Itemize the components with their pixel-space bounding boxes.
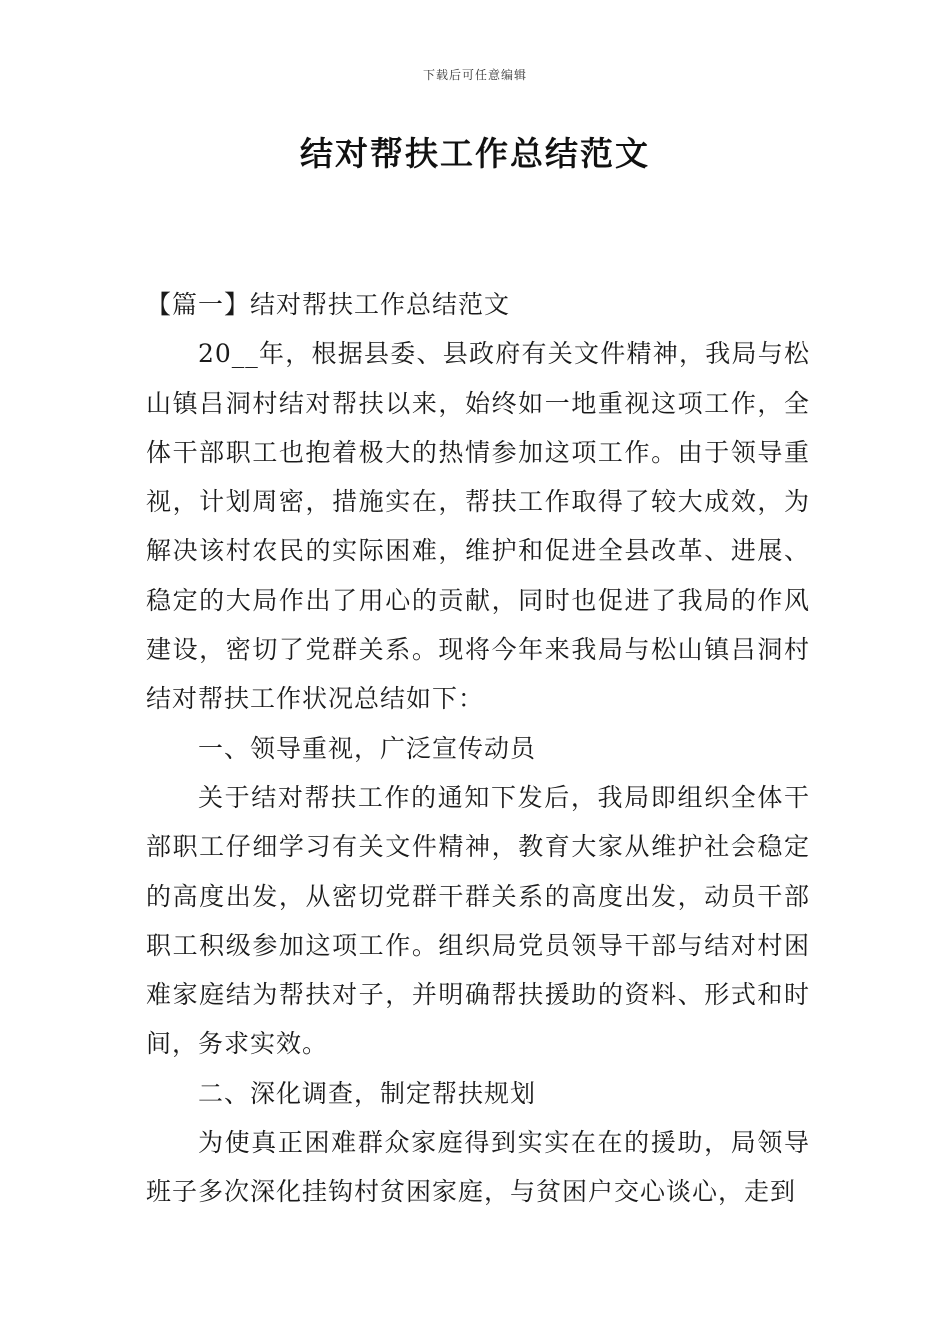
paragraph-investigation: 为使真正困难群众家庭得到实实在在的援助，局领导班子多次深化挂钩村贫困家庭，与贫困户交心谈心，走到 bbox=[146, 1128, 810, 1207]
section-heading: 【篇一】结对帮扶工作总结范文 bbox=[146, 290, 511, 319]
header-note: 下载后可任意编辑 bbox=[422, 68, 527, 82]
paragraph-intro: 20__年，根据县委、县政府有关文件精神，我局与松山镇吕洞村结对帮扶以来，始终如一地重视这项工作，全体干部职工也抱着极大的热情参加这项工作。由于领导重视，计划周密，措施实在，帮扶工作取得了较大成效，为解决该村农民的实际困难，维护和促进全县改革、进展、稳定的大局作出了用心的贡献，同时也促进了我局的作风建设，密切了党群关系。现将今年来我局与松山镇吕洞村结对帮扶工作状况总结如下： bbox=[146, 339, 810, 714]
subheading-leadership: 一、领导重视，广泛宣传动员 bbox=[198, 733, 537, 763]
paragraph-leadership: 关于结对帮扶工作的通知下发后，我局即组织全体干部职工仔细学习有关文件精神，教育大家从维护社会稳定的高度出发，从密切党群干群关系的高度出发，动员干部职工积级参加这项工作。组织局党员领导干部与结对村困难家庭结为帮扶对子，并明确帮扶援助的资料、形式和时间，务求实效。 bbox=[146, 782, 810, 1059]
document-body bbox=[146, 280, 810, 1217]
subheading-investigation: 二、深化调查，制定帮扶规划 bbox=[198, 1078, 537, 1108]
document-title: 结对帮扶工作总结范文 bbox=[300, 134, 650, 173]
